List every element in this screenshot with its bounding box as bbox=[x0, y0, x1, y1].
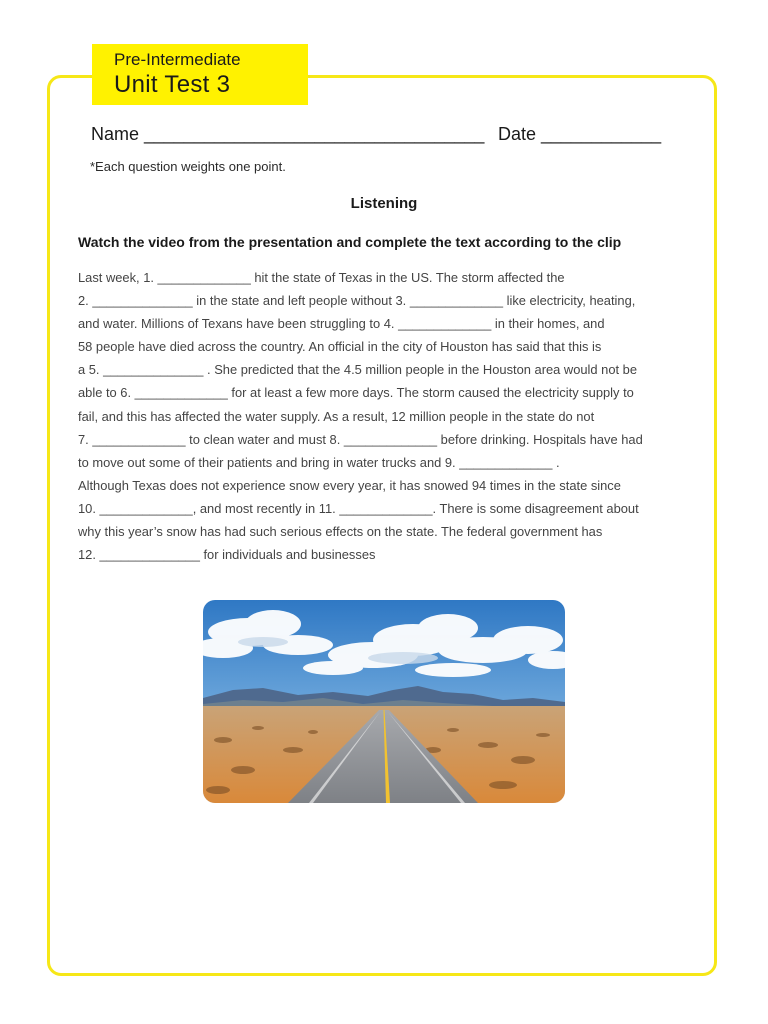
unit-label-box bbox=[92, 44, 308, 105]
passage-line: 2. ______________ in the state and left people without 3. _____________ like electricity, heating, bbox=[78, 293, 636, 309]
level-label: Pre-Intermediate bbox=[114, 50, 241, 69]
passage-line: Last week, 1. _____________ hit the state of Texas in the US. The storm affected the bbox=[78, 270, 565, 285]
passage-line: Although Texas does not experience snow every year, it has snowed 94 times in the state since bbox=[78, 477, 621, 493]
unit-title: Unit Test 3 bbox=[114, 71, 231, 98]
road-landscape-photo bbox=[203, 600, 565, 803]
instruction-text: Watch the video from the presentation and complete the text according to the clip bbox=[78, 234, 622, 250]
passage-line: 12. ______________ for individuals and businesses bbox=[78, 547, 376, 563]
passage-line: to move out some of their patients and bring in water trucks and 9. _____________ . bbox=[78, 454, 560, 470]
passage-line: 58 people have died across the country. An official in the city of Houston has said that this is bbox=[78, 339, 602, 355]
passage-line: a 5. ______________ . She predicted that the 4.5 million people in the Houston area would not be bbox=[78, 362, 638, 378]
date-field: Date ____________ bbox=[498, 124, 662, 144]
scoring-note: *Each question weights one point. bbox=[90, 159, 286, 174]
passage-line: fail, and this has affected the water supply. As a result, 12 million people in the state do not bbox=[78, 408, 595, 424]
passage-line: 10. _____________, and most recently in 11. _____________. There is some disagreement about bbox=[78, 500, 639, 516]
gap-fill-passage bbox=[78, 266, 698, 566]
passage-line: and water. Millions of Texans have been struggling to 4. _____________ in their homes, and bbox=[78, 316, 605, 332]
passage-line: why this year’s snow has had such serious effects on the state. The federal government has bbox=[78, 524, 603, 540]
passage-line: 7. _____________ to clean water and must 8. _____________ before drinking. Hospitals have had bbox=[78, 431, 643, 447]
name-field: Name __________________________________ bbox=[91, 124, 485, 144]
section-title: Listening bbox=[350, 195, 418, 212]
passage-line: able to 6. _____________ for at least a few more days. The storm caused the electricity supply to bbox=[78, 385, 634, 401]
